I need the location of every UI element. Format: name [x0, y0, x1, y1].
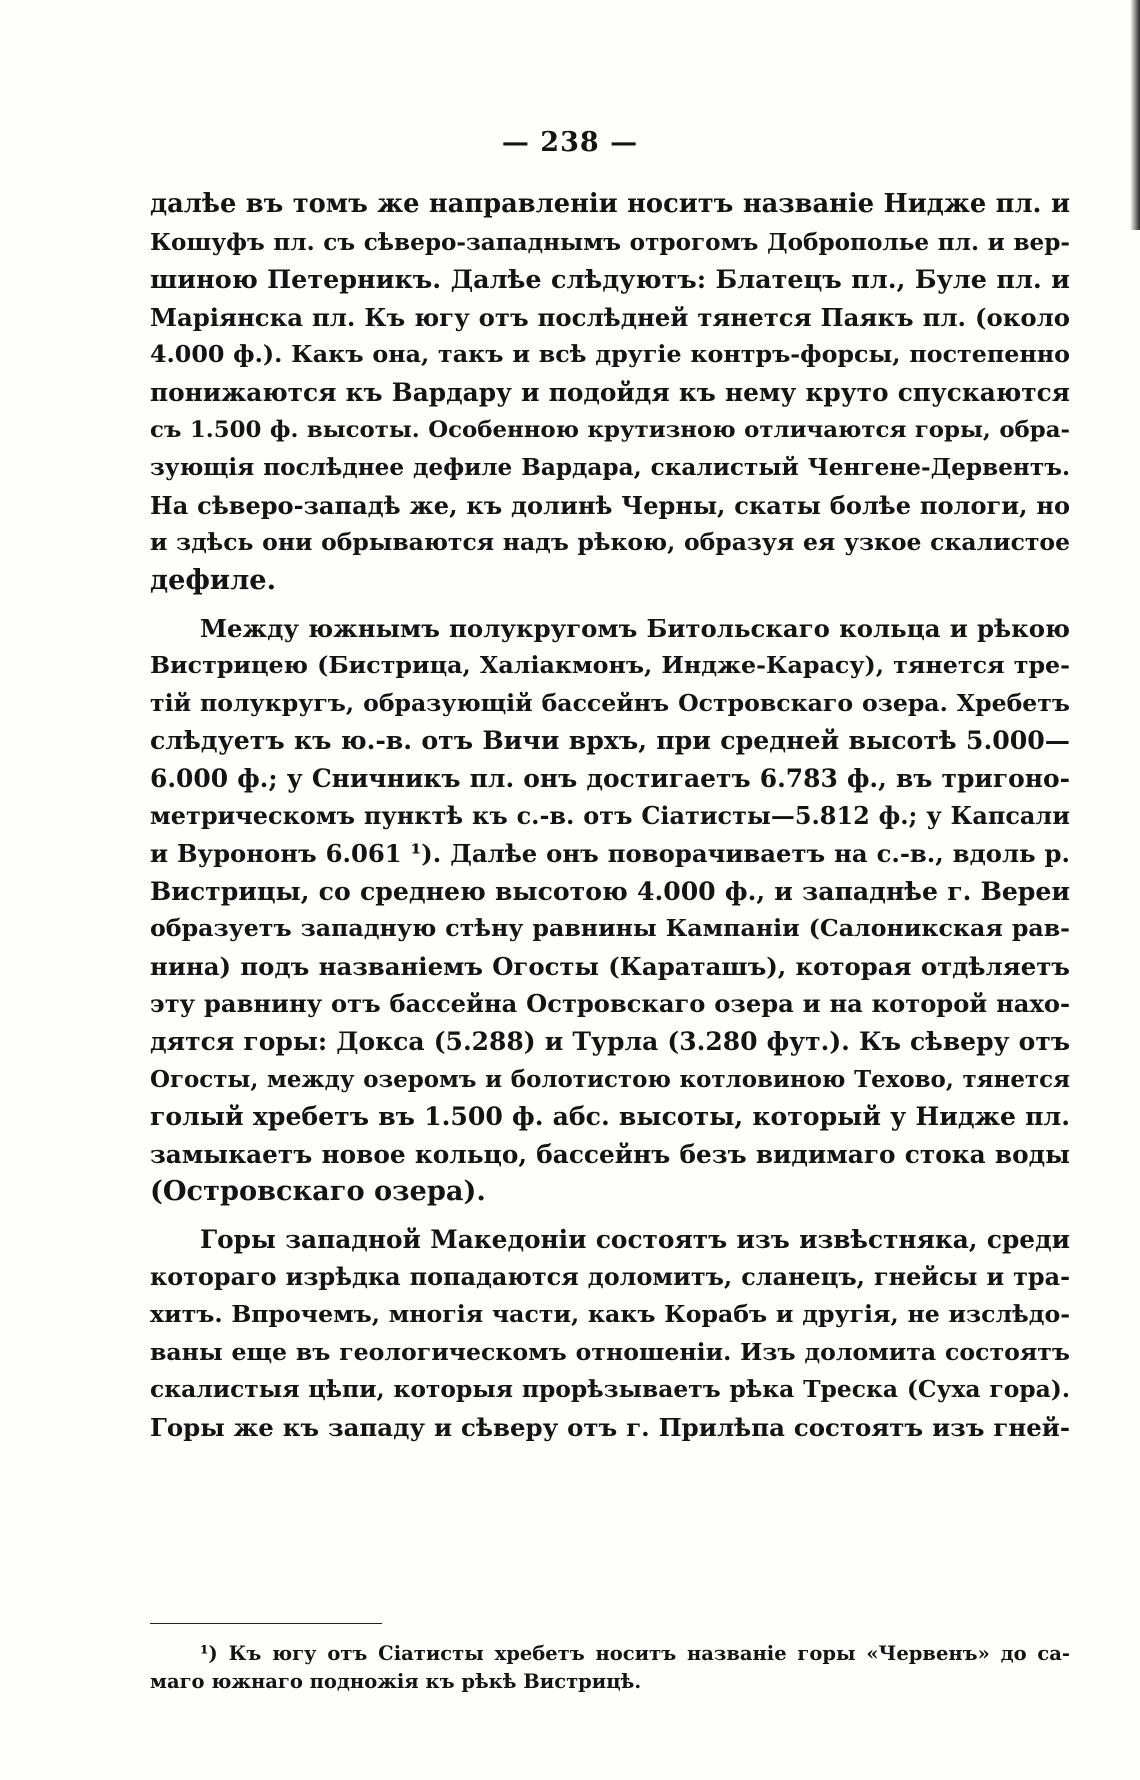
- text-line: дефиле.: [150, 563, 277, 596]
- text-line: образуетъ западную стѣну равнины Кампаніи (Салоникская рав-: [150, 914, 1070, 943]
- text-line: дятся горы: Докса (5.288) и Турла (3.280 фут.). Къ сѣверу отъ: [150, 1027, 1070, 1057]
- paragraph-3: [150, 1221, 1070, 1447]
- footnote-divider: [150, 1623, 382, 1624]
- text-line: ваны еще въ геологическомъ отношеніи. Изъ доломита состоятъ: [150, 1337, 1070, 1366]
- text-line: нина) подъ названіемъ Огосты (Караташъ), которая отдѣляетъ: [150, 951, 1070, 981]
- page-edge-shadow: [1130, 0, 1140, 230]
- text-line: съ 1.500 ф. высоты. Особенною крутизною отличаются горы, обра-: [150, 416, 1070, 443]
- text-line: (Островскаго озера).: [150, 1175, 486, 1208]
- text-line: Горы западной Македоніи состоятъ изъ извѣстняка, среди: [200, 1225, 1070, 1255]
- text-line: далѣе въ томъ же направленіи носитъ названіе Нидже пл. и: [150, 189, 1070, 219]
- text-line: голый хребетъ въ 1.500 ф. абс. высоты, который у Нидже пл.: [150, 1101, 1070, 1132]
- text-line: зующія послѣднее дефиле Вардара, скалистый Ченгене-Дервентъ.: [150, 454, 1070, 482]
- text-line: понижаются къ Вардару и подойдя къ нему круто спускаются: [150, 377, 1070, 407]
- text-line: замыкаетъ новое кольцо, бассейнъ безъ видимаго стока воды: [150, 1139, 1070, 1169]
- text-line: тій полукругъ, образующій бассейнъ Островскаго озера. Хребетъ: [150, 688, 1070, 717]
- text-line: хитъ. Впрочемъ, многія части, какъ Корабъ и другія, не изслѣдо-: [150, 1300, 1070, 1329]
- text-line: Маріянска пл. Къ югу отъ послѣдней тянется Паякъ пл. (около: [150, 302, 1070, 332]
- text-line: и здѣсь они обрываются надъ рѣкою, образуя ея узкое скалистое: [150, 528, 1070, 557]
- text-line: Кошуфъ пл. съ сѣверо-западнымъ отрогомъ Доброполье пл. и вер-: [150, 228, 1070, 256]
- text-line: котораго изрѣдка попадаются доломитъ, сланецъ, гнейсы и тра-: [150, 1262, 1070, 1291]
- text-line: 4.000 ф.). Какъ она, такъ и всѣ другіе контръ-форсы, постепенно: [150, 340, 1070, 369]
- text-line: Между южнымъ полукругомъ Битольскаго кольца и рѣкою: [200, 613, 1070, 643]
- footnote-line: маго южнаго подножія къ рѣкѣ Вистрицѣ.: [150, 1670, 642, 1693]
- paragraph-2: [150, 610, 1070, 1212]
- text-line: слѣдуетъ къ ю.-в. отъ Вичи врхъ, при средней высотѣ 5.000—: [150, 725, 1070, 756]
- text-line: Вистрицы, со среднею высотою 4.000 ф., и западнѣе г. Вереи: [150, 875, 1070, 906]
- footnote-line: ¹) Къ югу отъ Сіатисты хребетъ носитъ названіе горы «Червенъ» до са-: [200, 1642, 1070, 1665]
- text-line: 6.000 ф.; у Сничникъ пл. онъ достигаетъ 6.783 ф., въ тригоно-: [150, 763, 1070, 793]
- main-text: [150, 186, 1070, 1447]
- text-line: На сѣверо-западѣ же, къ долинѣ Черны, скаты болѣе пологи, но: [150, 490, 1070, 520]
- text-line: метрическомъ пунктѣ къ с.-в. отъ Сіатисты—5.812 ф.; у Капсали: [150, 801, 1070, 830]
- text-line: Огосты, между озеромъ и болотистою котловиною Техово, тянется: [150, 1065, 1070, 1093]
- page-number: — 238 —: [501, 127, 639, 158]
- text-line: Вистрицею (Бистрица, Халіакмонъ, Индже-Карасу), тянется тре-: [150, 651, 1070, 680]
- text-line: эту равнину отъ бассейна Островскаго озера и на которой нахо-: [150, 989, 1070, 1019]
- text-line: шиною Петерникъ. Далѣе слѣдуютъ: Блатецъ пл., Буле пл. и: [150, 264, 1070, 295]
- paragraph-1: [150, 186, 1070, 600]
- text-line: и Вурононъ 6.061 ¹). Далѣе онъ поворачиваетъ на с.-в., вдоль р.: [150, 839, 1070, 869]
- footnote: [150, 1640, 1070, 1696]
- text-line: скалистыя цѣпи, которыя прорѣзываетъ рѣка Треска (Суха гора).: [150, 1375, 1070, 1404]
- text-line: Горы же къ западу и сѣверу отъ г. Прилѣпа состоятъ изъ гней-: [150, 1413, 1070, 1442]
